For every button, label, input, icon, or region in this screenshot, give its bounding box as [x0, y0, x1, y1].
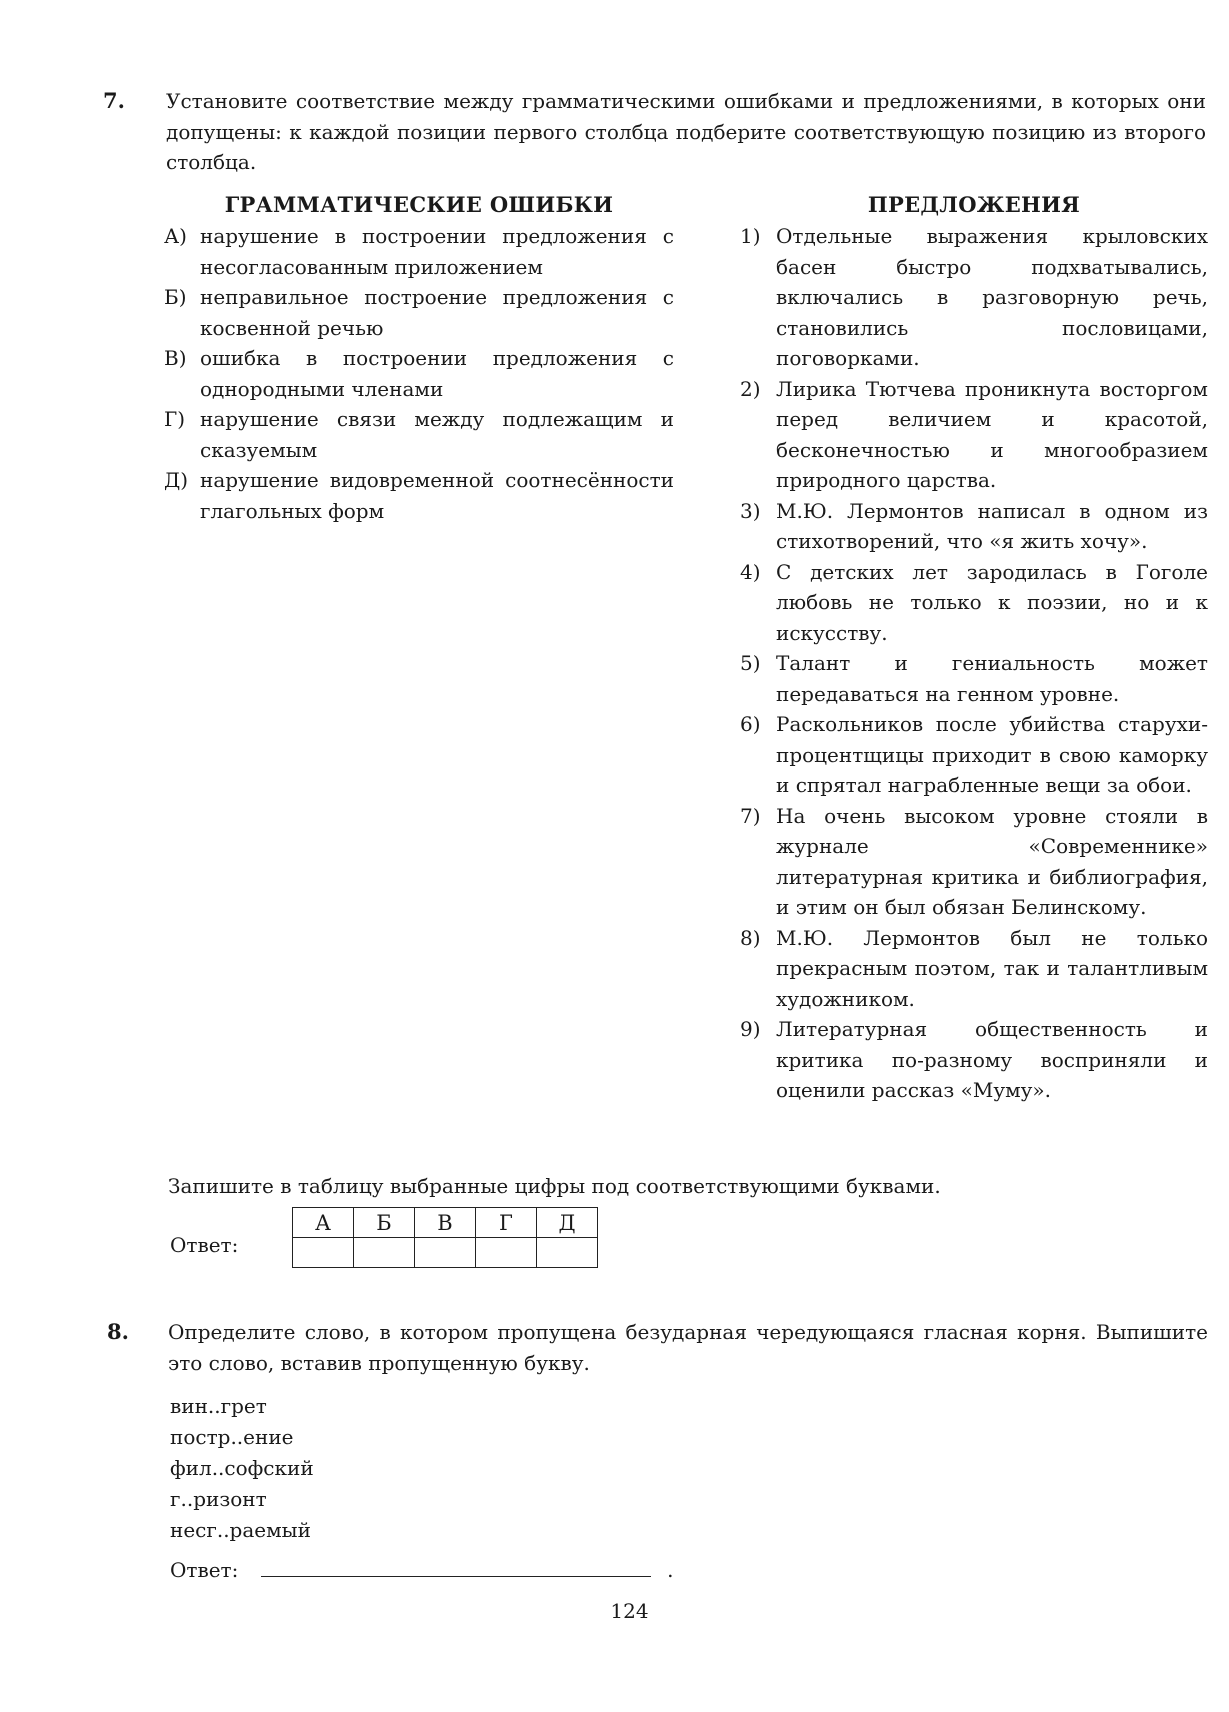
- task-7-instruction: Установите соответствие между грамматическими ошибками и предложениями, в которых они допущены: к каждой позиции первого столбца подберите соответствующую позицию из второго столбца.: [166, 89, 1206, 174]
- grammar-errors-list: [164, 221, 674, 526]
- word-option: несг..раемый: [170, 1518, 311, 1542]
- table-header-a: А: [293, 1208, 354, 1238]
- answer-label-7: Ответ:: [170, 1233, 239, 1257]
- answer-table: [292, 1207, 598, 1268]
- sentence-text: Отдельные выражения крыловских басен быстро подхватывались, включались в разговорную речь, становились пословицами, поговорками.: [776, 224, 1208, 370]
- word-option: фил..софский: [170, 1456, 314, 1480]
- sentence-label: 1): [740, 224, 761, 248]
- error-text: неправильное построение предложения с косвенной речью: [200, 285, 674, 340]
- sentence-item: [740, 557, 1208, 649]
- sentence-text: М.Ю. Лермонтов был не только прекрасным поэтом, так и талантливым художником.: [776, 925, 1208, 1011]
- table-header-v: В: [415, 1208, 476, 1238]
- sentence-label: 3): [740, 498, 761, 523]
- page-number: 124: [610, 1599, 649, 1623]
- left-column-heading: ГРАММАТИЧЕСКИЕ ОШИБКИ: [224, 192, 614, 217]
- error-label: Б): [164, 285, 187, 309]
- word-options: [170, 1391, 314, 1546]
- answer-cell-a[interactable]: [293, 1238, 354, 1268]
- error-label: Д): [164, 468, 189, 492]
- table-header-b: Б: [354, 1208, 415, 1238]
- sentence-text: С детских лет зародилась в Гоголе любовь не только к поэзии, но и к искусству.: [776, 559, 1208, 645]
- error-item: [164, 343, 674, 404]
- answer-end-mark: .: [667, 1558, 674, 1582]
- table-header-g: Г: [476, 1208, 537, 1238]
- error-item: [164, 404, 674, 465]
- sentence-item: [740, 374, 1208, 496]
- right-column-heading: ПРЕДЛОЖЕНИЯ: [867, 192, 1081, 217]
- error-item: [164, 221, 674, 282]
- task-7-number: 7.: [103, 88, 125, 113]
- sentence-text: Лирика Тютчева проникнута восторгом перед величием и красотой, бесконечностью и многообразием природного царства.: [776, 376, 1208, 492]
- sentence-text: На очень высоком уровне стояли в журнале «Современнике» литературная критика и библиография, и этим он был обязан Белинскому.: [776, 803, 1208, 919]
- sentence-label: 8): [740, 925, 761, 950]
- sentence-item: [740, 801, 1208, 923]
- answer-cell-b[interactable]: [354, 1238, 415, 1268]
- error-label: А): [164, 224, 187, 248]
- sentence-label: 7): [740, 803, 761, 828]
- answer-line[interactable]: [261, 1556, 651, 1577]
- task-8-number: 8.: [107, 1319, 129, 1344]
- sentences-list: [740, 221, 1208, 1106]
- answer-row-8: [170, 1555, 673, 1586]
- word-option: постр..ение: [170, 1425, 294, 1449]
- error-item: [164, 282, 674, 343]
- sentence-item: [740, 496, 1208, 557]
- sentence-item: [740, 1014, 1208, 1106]
- word-option: вин..грет: [170, 1394, 267, 1418]
- answer-label-8: Ответ:: [170, 1558, 239, 1582]
- sentence-item: [740, 221, 1208, 374]
- error-label: Г): [164, 407, 186, 431]
- sentence-label: 4): [740, 559, 761, 584]
- table-header-d: Д: [537, 1208, 598, 1238]
- sentence-text: Раскольников после убийства старухи-процентщицы приходит в свою каморку и спрятал награбленные вещи за обои.: [776, 712, 1208, 797]
- answer-cell-g[interactable]: [476, 1238, 537, 1268]
- sentence-label: 5): [740, 651, 761, 675]
- table-instruction: Запишите в таблицу выбранные цифры под соответствующими буквами.: [168, 1174, 941, 1198]
- sentence-item: [740, 648, 1208, 709]
- sentence-label: 9): [740, 1017, 761, 1041]
- task-8-instruction: Определите слово, в котором пропущена безударная чередующаяся гласная корня. Выпишите это слово, вставив пропущенную букву.: [168, 1320, 1208, 1375]
- sentence-item: [740, 709, 1208, 801]
- sentence-label: 2): [740, 376, 761, 401]
- error-text: нарушение в построении предложения с несогласованным приложением: [200, 224, 674, 279]
- answer-cell-d[interactable]: [537, 1238, 598, 1268]
- error-text: нарушение связи между подлежащим и сказуемым: [200, 407, 674, 462]
- sentence-text: Литературная общественность и критика по-разному восприняли и оценили рассказ «Муму».: [776, 1017, 1208, 1102]
- word-option: г..ризонт: [170, 1487, 267, 1511]
- error-item: [164, 465, 674, 526]
- sentence-item: [740, 923, 1208, 1015]
- sentence-label: 6): [740, 712, 761, 736]
- answer-cell-v[interactable]: [415, 1238, 476, 1268]
- sentence-text: Талант и гениальность может передаваться на генном уровне.: [776, 651, 1208, 706]
- error-label: В): [164, 346, 187, 370]
- error-text: нарушение видовременной соотнесённости глагольных форм: [200, 468, 674, 523]
- sentence-text: М.Ю. Лермонтов написал в одном из стихотворений, что «я жить хочу».: [776, 498, 1208, 553]
- error-text: ошибка в построении предложения с однородными членами: [200, 346, 674, 401]
